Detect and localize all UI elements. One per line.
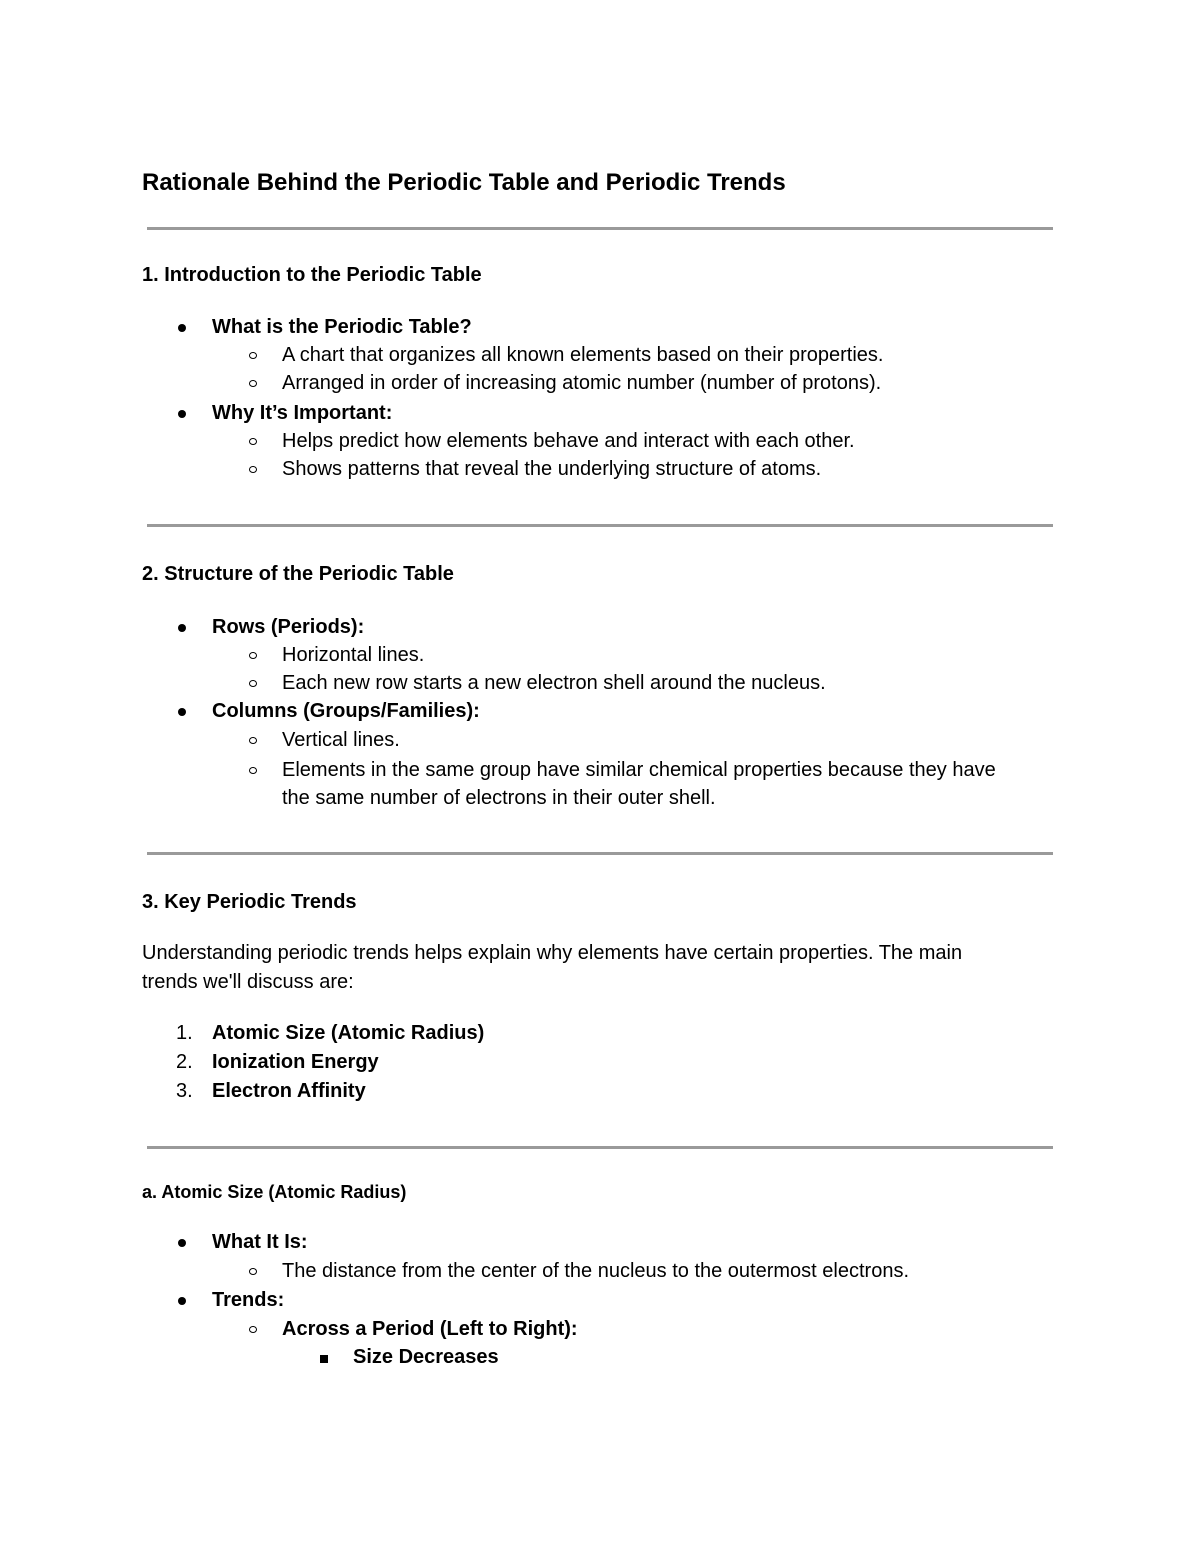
section-heading-structure: 2. Structure of the Periodic Table — [142, 563, 454, 585]
bullet-circle-icon — [249, 438, 257, 445]
divider — [147, 852, 1053, 855]
bullet-disc-icon — [178, 1297, 186, 1305]
bullet-item-label: Trends: — [212, 1289, 285, 1311]
sub-bullet-text: Elements in the same group have similar chemical properties because they have — [282, 759, 996, 781]
list-number: 1. — [176, 1022, 193, 1044]
bullet-disc-icon — [178, 410, 186, 418]
divider — [147, 1146, 1053, 1149]
sub-bullet-text: Arranged in order of increasing atomic number (number of protons). — [282, 372, 882, 394]
bullet-circle-icon — [249, 680, 257, 687]
bullet-circle-icon — [249, 466, 257, 473]
sub-bullet-text: Vertical lines. — [282, 729, 400, 751]
bullet-square-icon — [320, 1355, 328, 1363]
divider — [147, 227, 1053, 230]
list-item-text: Ionization Energy — [212, 1051, 379, 1073]
bullet-disc-icon — [178, 708, 186, 716]
sub-bullet-text: A chart that organizes all known elements based on their properties. — [282, 344, 884, 366]
bullet-circle-icon — [249, 1268, 257, 1275]
section-heading-key-trends: 3. Key Periodic Trends — [142, 891, 357, 913]
bullet-item-label: Columns (Groups/Families): — [212, 700, 480, 722]
bullet-disc-icon — [178, 1239, 186, 1247]
sub-bullet-text: Horizontal lines. — [282, 644, 425, 666]
sub-bullet-text: Shows patterns that reveal the underlying structure of atoms. — [282, 458, 822, 480]
divider — [147, 524, 1053, 527]
sub-bullet-text: The distance from the center of the nucleus to the outermost electrons. — [282, 1260, 910, 1282]
bullet-item-label: What It Is: — [212, 1231, 308, 1253]
sub-bullet-text: Each new row starts a new electron shell around the nucleus. — [282, 672, 826, 694]
bullet-circle-icon — [249, 1326, 257, 1333]
bullet-item-label: Why It’s Important: — [212, 402, 393, 424]
subsection-heading-atomic-size: a. Atomic Size (Atomic Radius) — [142, 1182, 407, 1202]
paragraph-line: Understanding periodic trends helps explain why elements have certain properties. The main — [142, 942, 963, 964]
sub-bullet-text-continuation: the same number of electrons in their outer shell. — [282, 787, 716, 809]
list-item-text: Atomic Size (Atomic Radius) — [212, 1022, 485, 1044]
bullet-disc-icon — [178, 324, 186, 332]
list-item-text: Electron Affinity — [212, 1080, 366, 1102]
bullet-item-label: What is the Periodic Table? — [212, 316, 472, 338]
bullet-circle-icon — [249, 352, 257, 359]
bullet-circle-icon — [249, 767, 257, 774]
paragraph-line: trends we'll discuss are: — [142, 971, 354, 993]
sub-bullet-text: Across a Period (Left to Right): — [282, 1318, 578, 1340]
bullet-circle-icon — [249, 380, 257, 387]
bullet-disc-icon — [178, 624, 186, 632]
bullet-circle-icon — [249, 737, 257, 744]
sub-sub-bullet-text: Size Decreases — [353, 1346, 499, 1368]
document-title: Rationale Behind the Periodic Table and Periodic Trends — [142, 169, 786, 196]
sub-bullet-text: Helps predict how elements behave and interact with each other. — [282, 430, 855, 452]
section-heading-introduction: 1. Introduction to the Periodic Table — [142, 264, 482, 286]
bullet-circle-icon — [249, 652, 257, 659]
list-number: 2. — [176, 1051, 193, 1073]
list-number: 3. — [176, 1080, 193, 1102]
bullet-item-label: Rows (Periods): — [212, 616, 365, 638]
